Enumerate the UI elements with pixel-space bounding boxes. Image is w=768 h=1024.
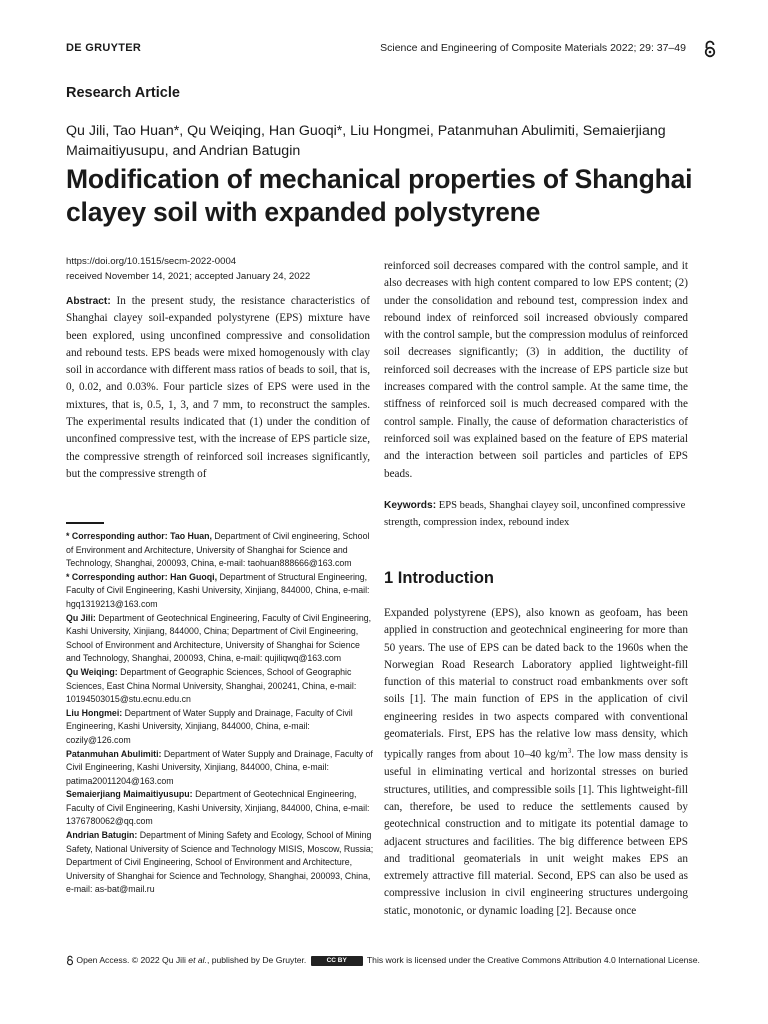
footnote: * Corresponding author: Han Guoqi, Department of Structural Engineering, Faculty of Civil Engineering, Kashi University, Xinjiang, 844000, China, e-mail: hgq1319213@163.com	[66, 571, 370, 609]
article-type: Research Article	[66, 85, 180, 101]
footnote: Semaierjiang Maimaitiyusupu: Department of Geotechnical Engineering, Faculty of Civil Engineering, Kashi University, Xinjiang, 844000, China, e-mail: 1376780062@qq.com	[66, 789, 370, 827]
footnote: Qu Weiqing: Department of Geographic Sciences, School of Geographic Sciences, East China Normal University, Shanghai, 200241, China, e-mail: 10194503015@stu.ecnu.edu.cn	[66, 666, 357, 705]
introduction-text: Expanded polystyrene (EPS), also known as geofoam, has been applied in construction and geotechnical engineering for more than 50 years. The use of EPS can be dated back to the 1960s when the Norwegian Road Research Laboratory applied lightweight-fill function of this material to construct road embankments over soft soils [1]. The main function of EPS in the application of civil engineering resides in two aspects compared with conventional geomaterials. First, EPS has the relative low mass density, which typically ranges from about 10–40 $kg/m^3$. The low mass density is useful in eliminating vertical and horizontal stresses on buried structures, utilities, and compressible soils [1]. This lightweight-fill can, therefore, be used to reduce the settlements caused by geotechnical construction and to mitigate its potential damage to adjacent structures and facilities. The big difference between EPS and traditional geomaterials in unit weight makes EPS an extremely attractive fill material. Second, EPS can also be used as compressive inclusion in civil engineering structures undergoing static, monotonic, or dynamic loading [2]. Because once	[384, 607, 688, 917]
footnote: Liu Hongmei: Department of Water Supply and Drainage, Faculty of Civil Engineering, Kashi University, Xinjiang, 844000, China, e-mail: cozily@126.com	[66, 707, 353, 745]
keywords-label: Keywords:	[384, 500, 437, 511]
footnote: Qu Jili: Department of Geotechnical Engineering, Faculty of Civil Engineering, Kashi University, Xinjiang, 844000, China; Department of Civil Engineering, School of Environment and Architecture, University of Shanghai for Science and Technology, Shanghai, 200093, China, e-mail: qujiliqwq@163.com	[66, 612, 372, 664]
footnote: Andrian Batugin: Department of Mining Safety and Ecology, School of Mining Safety, National University of Science and Technology MISIS, Moscow, Russia; Department of Civil Engineering, School of Environment and Architecture, University of Shanghai for Science and Technology, Shanghai, 200093, China, e-mail: as-bat@mail.ru	[66, 830, 374, 895]
received-dates: received November 14, 2021; accepted January 24, 2022	[66, 271, 311, 282]
section-heading: 1 Introduction	[384, 569, 494, 587]
author-footnotes	[66, 530, 376, 897]
publisher-name: DE GRUYTER	[66, 42, 142, 54]
keywords-text: EPS beads, Shanghai clayey soil, unconfined compressive strength, compression index, rebound index	[384, 500, 686, 528]
footnote: Patanmuhan Abulimiti: Department of Water Supply and Drainage, Faculty of Civil Engineering, Kashi University, Xinjiang, 844000, China, e-mail: patima20011204@163.com	[66, 748, 373, 786]
abstract-label: Abstract:	[66, 296, 111, 307]
article-meta	[66, 254, 376, 284]
author-list: Qu Jili, Tao Huan*, Qu Weiqing, Han Guoqi*, Liu Hongmei, Patanmuhan Abulimiti, Semaierjiang Maimaitiyusupu, and Andrian Batugin	[66, 123, 666, 159]
footnote-divider	[66, 522, 104, 524]
cc-by-badge[interactable]: CC BY	[311, 956, 363, 966]
keywords	[384, 497, 688, 531]
abstract-left	[66, 293, 370, 483]
footnote: * Corresponding author: Tao Huan, Department of Civil engineering, School of Environment and Architecture, University of Shanghai for Science and Technology, Shanghai, 200093, China, e-mail: taohuan888666@163.com	[66, 531, 370, 569]
license-line: Open Access. © 2022 Qu Jili et al., published by De Gruyter. CC BY This work is licensed under the Creative Commons Attribution 4.0 International License.	[66, 955, 706, 966]
abstract-right: reinforced soil decreases compared with the control sample, and it also decreases with high content compared to low EPS content; (2) under the consolidation and rebound test, compression index and rebound index of reinforced soil increased obviously compared with the control sample, but the compression modulus of reinforced soil decreases significantly; (3) in addition, the ductility of reinforced soil decreases with the increase of EPS particle size but increases compared with the control sample. At the same time, the stiffness of reinforced soil is much decreased compared with the control sample. Finally, the cause of deformation characteristics of reinforced soil was explained based on the feature of EPS material and the interaction between soil particles and particles of EPS beads.	[384, 260, 688, 480]
journal-citation: Science and Engineering of Composite Materials 2022; 29: 37–49	[380, 42, 686, 54]
open-access-icon	[66, 955, 74, 966]
article-title: Modification of mechanical properties of Shanghai clayey soil with expanded polystyrene	[66, 164, 693, 227]
abstract-text-left: In the present study, the resistance characteristics of Shanghai clayey soil-expanded polystyrene (EPS) mixture have been explored, using unconfined compressive and consolidation and rebound tests. EPS beads were mixed homogenously with clay soil in accordance with different mass ratios of beads to soil, that is, 0, 0.02, and 0.03%. Four particle sizes of EPS were used in the mixtures, that is, 0.5, 1, 3, and 7 mm, to reconstruct the samples. The experimental results indicated that (1) under the condition of unconfined compressive test, with the increase of EPS particle size, the compressive strength of reinforced soil increases significantly, but the compressive strength of	[66, 295, 370, 480]
open-access-icon	[703, 40, 717, 58]
doi-link[interactable]: https://doi.org/10.1515/secm-2022-0004	[66, 256, 237, 267]
